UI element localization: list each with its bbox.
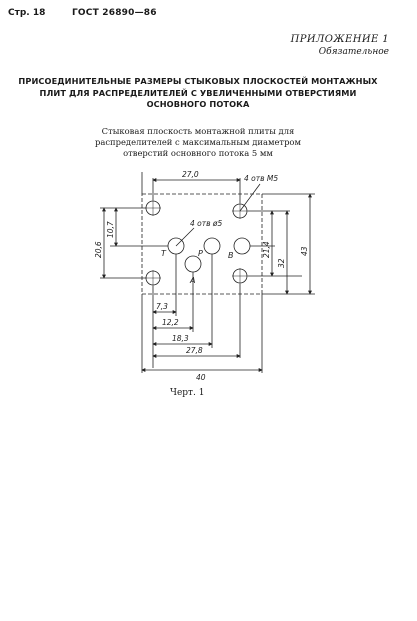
caption-line-3: отверстий основного потока 5 мм xyxy=(123,148,273,158)
dim-top-label: 27,0 xyxy=(182,170,199,179)
appendix-title: ПРИЛОЖЕНИЕ 1 xyxy=(290,34,389,45)
standard-number: ГОСТ 26890—86 xyxy=(72,8,157,18)
caption-line-2: распределителей с максимальным диаметром xyxy=(94,137,301,147)
port-p-hole xyxy=(204,238,220,254)
title-line-2: ПЛИТ ДЛЯ РАСПРЕДЕЛИТЕЛЕЙ С УВЕЛИЧЕННЫМИ ОТВЕРСТИЯМИ xyxy=(39,87,357,98)
figure-label: Черт. 1 xyxy=(170,388,205,398)
page-header xyxy=(8,8,408,24)
port-a-label: A xyxy=(190,276,196,285)
bottom-2-label: 12,2 xyxy=(162,318,179,327)
right-2-label: 32 xyxy=(277,258,286,268)
port-a-hole xyxy=(185,256,201,272)
title-line-1: ПРИСОЕДИНИТЕЛЬНЫЕ РАЗМЕРЫ СТЫКОВЫХ ПЛОСКОСТЕЙ МОНТАЖНЫХ xyxy=(18,76,378,86)
appendix-status: Обязательное xyxy=(318,47,389,57)
hole-note-label: 4 отв ø5 xyxy=(190,219,223,228)
bottom-4-label: 27,8 xyxy=(186,346,203,355)
bottom-3-label: 18,3 xyxy=(172,334,189,343)
left-inner-label: 10,7 xyxy=(106,221,115,238)
port-b-label: B xyxy=(228,251,234,260)
port-b-hole xyxy=(234,238,250,254)
figure-caption xyxy=(88,126,308,159)
right-3-label: 43 xyxy=(300,246,309,256)
bottom-1-label: 7,3 xyxy=(156,302,168,311)
caption-line-1: Стыковая плоскость монтажной плиты для xyxy=(101,126,295,136)
port-t-label: T xyxy=(161,249,166,258)
section-title xyxy=(18,76,378,111)
thread-note-label: 4 отв М5 xyxy=(244,174,279,183)
appendix-block xyxy=(291,34,389,57)
technical-drawing xyxy=(90,168,330,383)
page-number: Стр. 18 xyxy=(8,8,46,18)
title-line-3: ОСНОВНОГО ПОТОКА xyxy=(146,99,250,109)
bottom-5-label: 40 xyxy=(196,373,206,382)
left-outer-label: 20,6 xyxy=(94,241,103,258)
port-p-label: P xyxy=(198,249,203,258)
right-1-label: 21,4 xyxy=(262,241,271,258)
